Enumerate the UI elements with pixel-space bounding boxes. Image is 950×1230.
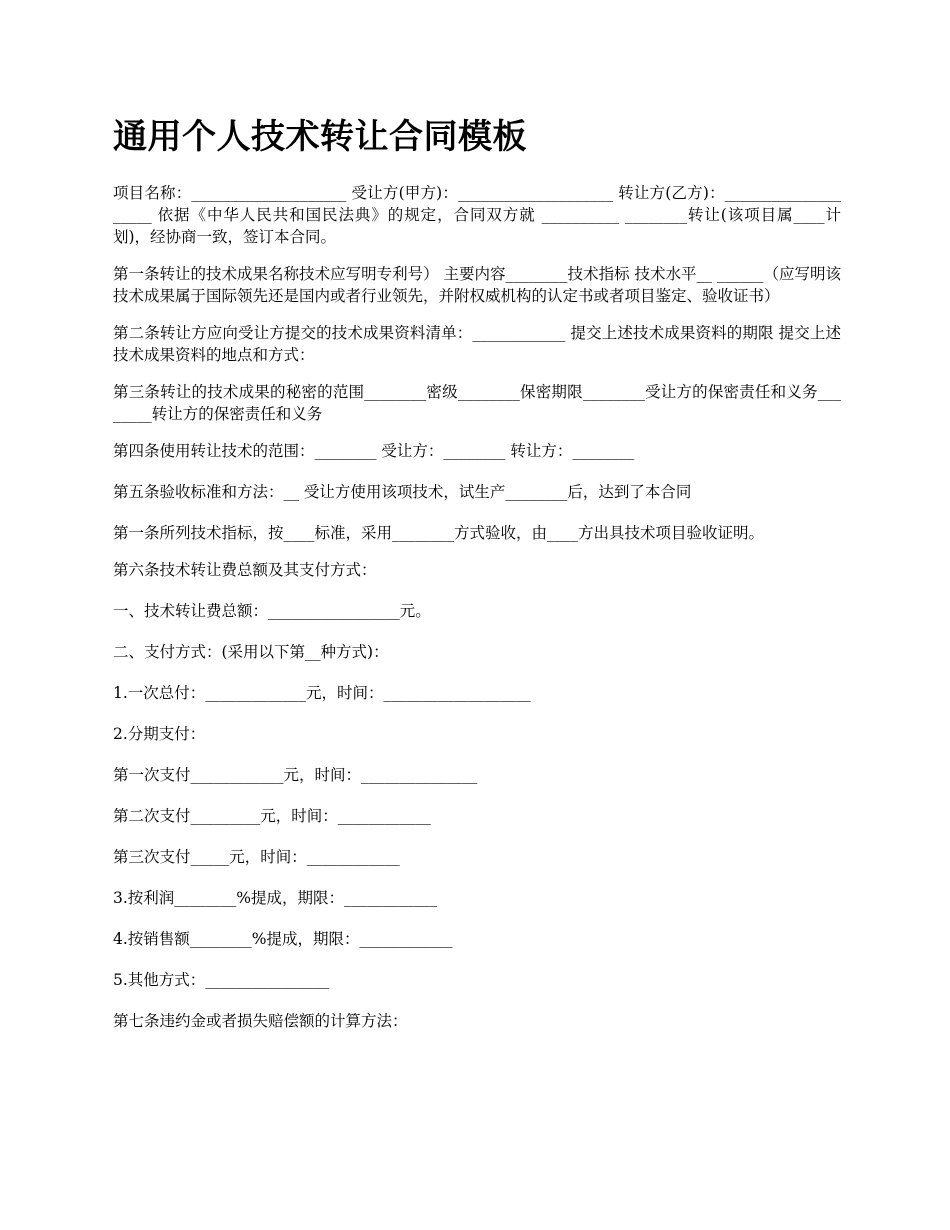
paragraph-article-6: 第六条技术转让费总额及其支付方式： <box>113 561 377 579</box>
document-title: 通用个人技术转让合同模板 <box>113 117 527 157</box>
paragraph-article-7: 第七条违约金或者损失赔偿额的计算方法： <box>113 1012 408 1030</box>
paragraph-installments: 2.分期支付： <box>113 725 206 743</box>
document-page <box>113 114 841 1051</box>
paragraph-article-1: 第一条转让的技术成果名称技术应写明专利号） 主要内容________技术指标 技术水平__ ______（应写明该技术成果属于国际领先还是国内或者行业领先，并附权威机构的认定书或者项目鉴定、验收证书） <box>113 265 841 305</box>
paragraph-article-5-continued: 第一条所列技术指标，按____标准，采用________方式验收，由____方出具技术项目验收证明。 <box>113 524 765 542</box>
paragraph-total-fee: 一、技术转让费总额：_________________元。 <box>113 602 431 620</box>
paragraph-other-method: 5.其他方式：________________ <box>113 971 330 989</box>
paragraph-sales-share: 4.按销售额________%提成，期限：____________ <box>113 930 453 948</box>
paragraph-profit-share: 3.按利润________%提成，期限：____________ <box>113 889 438 907</box>
paragraph-payment-method: 二、支付方式：(采用以下第__种方式)： <box>113 643 389 661</box>
paragraph-installment-1: 第一次支付____________元，时间：_______________ <box>113 766 478 784</box>
paragraph-installment-2: 第二次支付_________元，时间：____________ <box>113 807 431 825</box>
paragraph-article-2: 第二条转让方应向受让方提交的技术成果资料清单：____________ 提交上述技术成果资料的期限 提交上述技术成果资料的地点和方式： <box>113 324 841 364</box>
paragraph-article-5: 第五条验收标准和方法：__ 受让方使用该项技术，试生产________后，达到了本合同 <box>113 483 692 501</box>
paragraph-article-4: 第四条使用转让技术的范围：________ 受让方：________ 转让方：________ <box>113 442 635 460</box>
paragraph-lump-sum: 1.一次总付：_____________元，时间：___________________ <box>113 684 531 702</box>
paragraph-installment-3: 第三次支付_____元，时间：____________ <box>113 848 400 866</box>
paragraph-article-3: 第三条转让的技术成果的秘密的范围________密级________保密期限________受让方的保密责任和义务________转让方的保密责任和义务 <box>113 383 841 423</box>
paragraph-project-info: 项目名称：____________________ 受让方(甲方)：____________________ 转让方(乙方)：____________________ 依据《中华人民共和国民法典》的规定，合同双方就 __________ ________转让(该项目属____计划)，经协商一致，签订本合同。 <box>113 184 841 246</box>
